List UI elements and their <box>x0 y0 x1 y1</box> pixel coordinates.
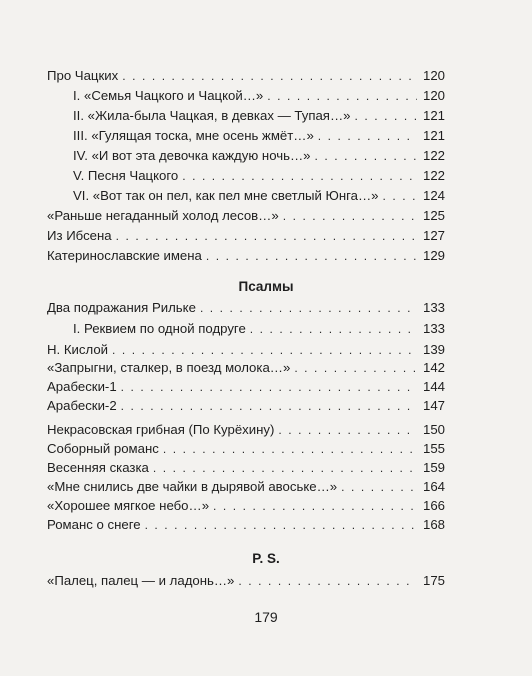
toc-entry-title: «Раньше негаданный холод лесов…» <box>47 208 279 223</box>
toc-entry-title: Арабески-2 <box>47 398 117 413</box>
toc-entry <box>47 439 445 459</box>
toc-entry-title: V. Песня Чацкого <box>73 168 179 183</box>
toc-entry <box>47 298 445 318</box>
toc-entry-page: 168 <box>422 517 445 532</box>
toc-entry-page: 133 <box>422 321 445 336</box>
toc-entry-page: 125 <box>422 208 445 223</box>
dot-leader <box>116 226 417 246</box>
toc-entry <box>47 515 445 535</box>
toc-entry-page: 120 <box>422 88 445 103</box>
dot-leader <box>250 319 417 339</box>
toc-entry-title: Два подражания Рильке <box>47 300 196 315</box>
toc-entry-page: 121 <box>422 128 445 143</box>
dot-leader <box>121 377 417 397</box>
toc-entry-title: Из Ибсена <box>47 228 112 243</box>
dot-leader <box>283 206 417 226</box>
toc-entry-page: 150 <box>422 422 445 437</box>
toc-entry-title: «Запрыгни, сталкер, в поезд молока…» <box>47 360 291 375</box>
dot-leader <box>153 458 417 478</box>
dot-leader <box>163 439 417 459</box>
toc-entry <box>47 358 445 378</box>
toc-entry-page: 147 <box>422 398 445 413</box>
toc-entry <box>47 319 445 339</box>
toc-entry-page: 159 <box>422 460 445 475</box>
toc-entry-title: Соборный романс <box>47 441 159 456</box>
dot-leader <box>341 477 417 497</box>
toc-entry-page: 122 <box>422 148 445 163</box>
toc-entry-page: 129 <box>422 248 445 263</box>
toc-entry <box>47 166 445 186</box>
toc-entry-page: 124 <box>422 188 445 203</box>
toc-entry <box>47 458 445 478</box>
toc-entry-page: 164 <box>422 479 445 494</box>
toc-entry-title: IV. «И вот эта девочка каждую ночь…» <box>73 148 311 163</box>
toc-entry <box>47 496 445 516</box>
dot-leader <box>383 186 417 206</box>
dot-leader <box>354 106 417 126</box>
toc-entry-page: 142 <box>422 360 445 375</box>
dot-leader <box>145 515 417 535</box>
toc-entry-page: 155 <box>422 441 445 456</box>
toc-entry-title: Романс о снеге <box>47 517 141 532</box>
toc-entry <box>47 246 445 266</box>
toc-entry-page: 120 <box>422 68 445 83</box>
toc-entry-page: 144 <box>422 379 445 394</box>
toc-entry-page: 127 <box>422 228 445 243</box>
toc-entry <box>47 86 445 106</box>
toc-entry-title: Некрасовская грибная (По Курёхину) <box>47 422 275 437</box>
toc-entry-page: 122 <box>422 168 445 183</box>
page-number: 179 <box>254 609 278 625</box>
toc-entry <box>47 420 445 440</box>
toc-entry <box>47 396 445 416</box>
toc-entry-title: VI. «Вот так он пел, как пел мне светлый Юнга…» <box>73 188 379 203</box>
toc-entry-title: III. «Гулящая тоска, мне осень жмёт…» <box>73 128 314 143</box>
toc-entry-title: I. «Семья Чацкого и Чацкой…» <box>73 88 264 103</box>
dot-leader <box>318 126 417 146</box>
toc-entry <box>47 146 445 166</box>
dot-leader <box>122 66 417 86</box>
toc-entry <box>47 126 445 146</box>
toc-entry <box>47 66 445 86</box>
dot-leader <box>315 146 418 166</box>
toc-entry <box>47 571 445 591</box>
toc-entry-title: «Мне снились две чайки в дырявой авоське…» <box>47 479 338 494</box>
toc-entry-page: 139 <box>422 342 445 357</box>
toc-entry <box>47 377 445 397</box>
dot-leader <box>121 396 417 416</box>
dot-leader <box>112 340 417 360</box>
dot-leader <box>278 420 417 440</box>
section-heading-ps: P. S. <box>252 551 280 566</box>
section-heading-psalms: Псалмы <box>238 279 294 294</box>
toc-entry-title: Арабески-1 <box>47 379 117 394</box>
toc-entry-page: 133 <box>422 300 445 315</box>
toc-entry <box>47 340 445 360</box>
toc-entry <box>47 206 445 226</box>
toc-entry-page: 175 <box>422 573 445 588</box>
toc-entry <box>47 106 445 126</box>
toc-entry-title: Весенняя сказка <box>47 460 149 475</box>
toc-entry-title: II. «Жила-была Чацкая, в девках — Тупая…» <box>73 108 351 123</box>
toc-entry <box>47 477 445 497</box>
toc-entry-title: «Хорошее мягкое небо…» <box>47 498 210 513</box>
toc-entry-title: Н. Кислой <box>47 342 109 357</box>
dot-leader <box>213 496 417 516</box>
dot-leader <box>200 298 417 318</box>
dot-leader <box>238 571 417 591</box>
dot-leader <box>182 166 417 186</box>
toc-entry-title: «Палец, палец — и ладонь…» <box>47 573 235 588</box>
dot-leader <box>206 246 417 266</box>
toc-entry-title: I. Реквием по одной подруге <box>73 321 246 336</box>
dot-leader <box>267 86 417 106</box>
dot-leader <box>294 358 417 378</box>
toc-entry-title: Про Чацких <box>47 68 119 83</box>
toc-entry-page: 166 <box>422 498 445 513</box>
toc-entry <box>47 186 445 206</box>
toc-entry-page: 121 <box>422 108 445 123</box>
toc-entry <box>47 226 445 246</box>
toc-entry-title: Катеринославские имена <box>47 248 202 263</box>
